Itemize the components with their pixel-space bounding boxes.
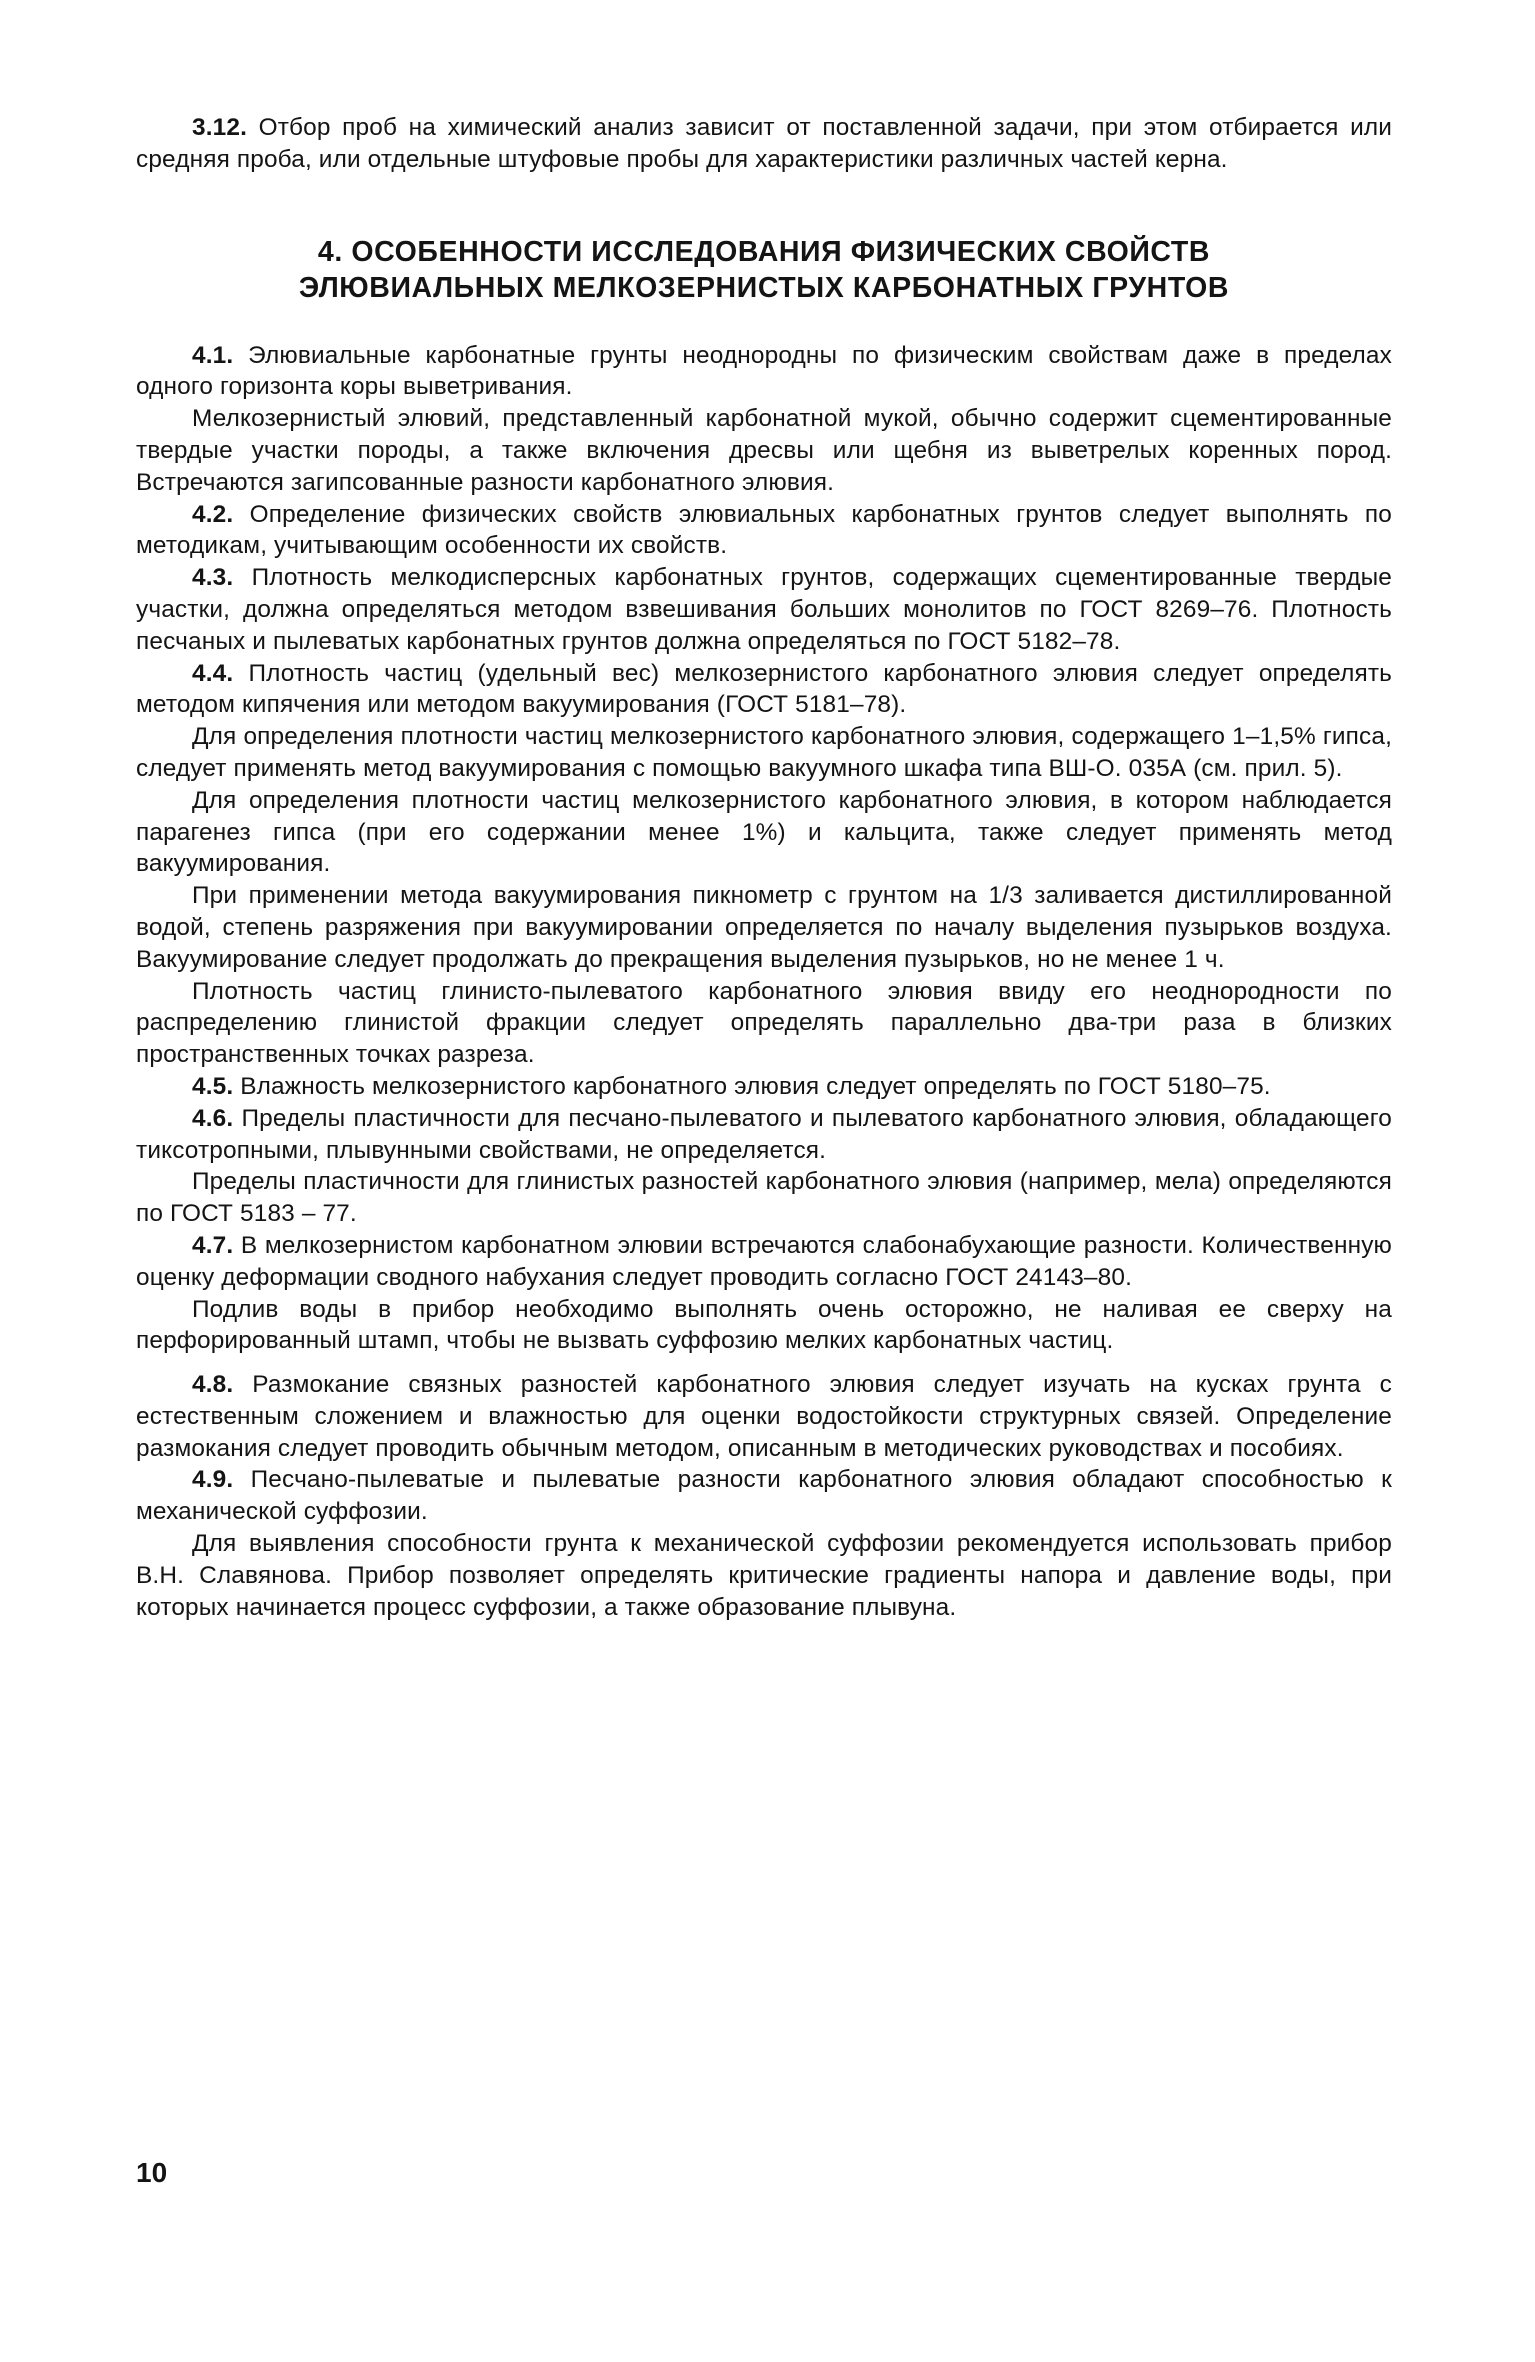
document-page: [136, 112, 1392, 1623]
paragraph-number: 4.9.: [192, 1466, 234, 1494]
paragraph: [136, 1230, 1392, 1294]
paragraph-text: В мелкозернистом карбонатном элювии встречаются слабонабухающие разности. Количественную оценку деформации сводного набухания следует проводить согласно ГОСТ 24143–80.: [136, 1231, 1392, 1291]
paragraph-text: Для определения плотности частиц мелкозернистого карбонатного элювия, содержащего 1–1,5% гипса, следует применять метод вакуумирования с помощью вакуумного шкафа типа ВШ-О. 035А (см. прил. 5).: [136, 723, 1392, 782]
paragraph: [136, 499, 1392, 563]
paragraph: [136, 880, 1392, 975]
paragraph-text: Мелкозернистый элювий, представленный карбонатной мукой, обычно содержит сцементированные твердые участки породы, а также включения дресвы или щебня из выветрелых коренных пород. Встречаются загипсованные разности карбонатного элювия.: [136, 405, 1392, 496]
section-heading: [136, 234, 1392, 306]
paragraph-text: Пределы пластичности для песчано-пылеватого и пылеватого карбонатного элювия, обладающего тиксотропными, плывунными свойствами, не определяется.: [136, 1104, 1392, 1164]
paragraph: [136, 1071, 1392, 1103]
paragraph-text: Песчано-пылеватые и пылеватые разности карбонатного элювия обладают способностью к механической суффозии.: [136, 1466, 1392, 1526]
paragraph-number: 4.1.: [192, 341, 234, 369]
paragraph-text: Размокание связных разностей карбонатного элювия следует изучать на кусках грунта с естественным сложением и влажностью для оценки водостойкости структурных связей. Определение размокания следует проводить обычным методом, описанным в методических руководствах и пособиях.: [136, 1371, 1392, 1462]
paragraph: [136, 1294, 1392, 1358]
paragraph-gap: [136, 1357, 1392, 1369]
paragraph-text: Отбор проб на химический анализ зависит от поставленной задачи, при этом отбирается или средняя проба, или отдельные штуфовые пробы для характеристики различных частей керна.: [136, 114, 1393, 173]
paragraph-number: 4.6.: [192, 1104, 234, 1132]
paragraph-text: Для определения плотности частиц мелкозернистого карбонатного элювия, в котором наблюдается парагенез гипса (при его содержании менее 1%) и кальцита, также следует применять метод вакуумирования.: [136, 786, 1392, 878]
paragraph: [136, 340, 1392, 404]
paragraph-text: Определение физических свойств элювиальных карбонатных грунтов следует выполнять по методикам, учитывающим особенности их свойств.: [136, 500, 1392, 560]
paragraph-number: 4.8.: [192, 1371, 234, 1399]
section-heading-line-1: 4. ОСОБЕННОСТИ ИССЛЕДОВАНИЯ ФИЗИЧЕСКИХ СВОЙСТВ: [317, 235, 1211, 268]
paragraph-number: 4.4.: [192, 659, 234, 687]
paragraph-number: 3.12.: [192, 114, 247, 141]
paragraph: [136, 1528, 1392, 1623]
paragraph: [136, 1166, 1392, 1230]
paragraph-text: При применении метода вакуумирования пикнометр с грунтом на 1/3 заливается дистиллированной водой, степень разряжения при вакуумировании определяется по началу выделения пузырьков воздуха. Вакуумирование следует продолжать до прекращения выделения пузырьков, но не менее 1 ч.: [136, 882, 1392, 973]
paragraph-3-12: [136, 112, 1392, 176]
paragraph: [136, 785, 1392, 880]
paragraph-text: Для выявления способности грунта к механической суффозии рекомендуется использовать прибор В.Н. Славянова. Прибор позволяет определять критические градиенты напора и давление воды, при которых начинается процесс суффозии, а также образование плывуна.: [136, 1530, 1392, 1621]
paragraph: [136, 721, 1392, 785]
paragraph-number: 4.3.: [192, 564, 234, 592]
paragraph: [136, 403, 1392, 498]
paragraph-number: 4.7.: [192, 1231, 234, 1259]
paragraph-text: Плотность частиц глинисто-пылеватого карбонатного элювия ввиду его неоднородности по распределению глинистой фракции следует определять параллельно два-три раза в близких пространственных точках разреза.: [136, 977, 1392, 1069]
paragraph: [136, 658, 1392, 722]
paragraph: [136, 562, 1392, 657]
paragraph: [136, 1103, 1392, 1167]
page-number: 10: [136, 2157, 168, 2188]
paragraph: [136, 1464, 1392, 1528]
paragraph: [136, 976, 1392, 1071]
paragraph-text: Плотность частиц (удельный вес) мелкозернистого карбонатного элювия следует определять методом кипячения или методом вакуумирования (ГОСТ 5181–78).: [136, 659, 1392, 719]
paragraph-text: Подлив воды в прибор необходимо выполнять очень осторожно, не наливая ее сверху на перфорированный штамп, чтобы не вызвать суффозию мелких карбонатных частиц.: [136, 1295, 1392, 1355]
paragraph-text: Пределы пластичности для глинистых разностей карбонатного элювия (например, мела) определяются по ГОСТ 5183 – 77.: [136, 1168, 1392, 1228]
section-body: [136, 340, 1392, 1624]
paragraph-number: 4.5.: [192, 1072, 234, 1100]
section-heading-line-2: ЭЛЮВИАЛЬНЫХ МЕЛКОЗЕРНИСТЫХ КАРБОНАТНЫХ ГРУНТОВ: [298, 271, 1230, 304]
paragraph: [136, 1369, 1392, 1464]
paragraph-number: 4.2.: [192, 500, 234, 528]
paragraph-text: Элювиальные карбонатные грунты неоднородны по физическим свойствам даже в пределах одного горизонта коры выветривания.: [136, 341, 1392, 401]
paragraph-text: Плотность мелкодисперсных карбонатных грунтов, содержащих сцементированные твердые участки, должна определяться методом взвешивания больших монолитов по ГОСТ 8269–76. Плотность песчаных и пылеватых карбонатных грунтов должна определяться по ГОСТ 5182–78.: [136, 564, 1392, 655]
paragraph-text: Влажность мелкозернистого карбонатного элювия следует определять по ГОСТ 5180–75.: [240, 1072, 1271, 1100]
